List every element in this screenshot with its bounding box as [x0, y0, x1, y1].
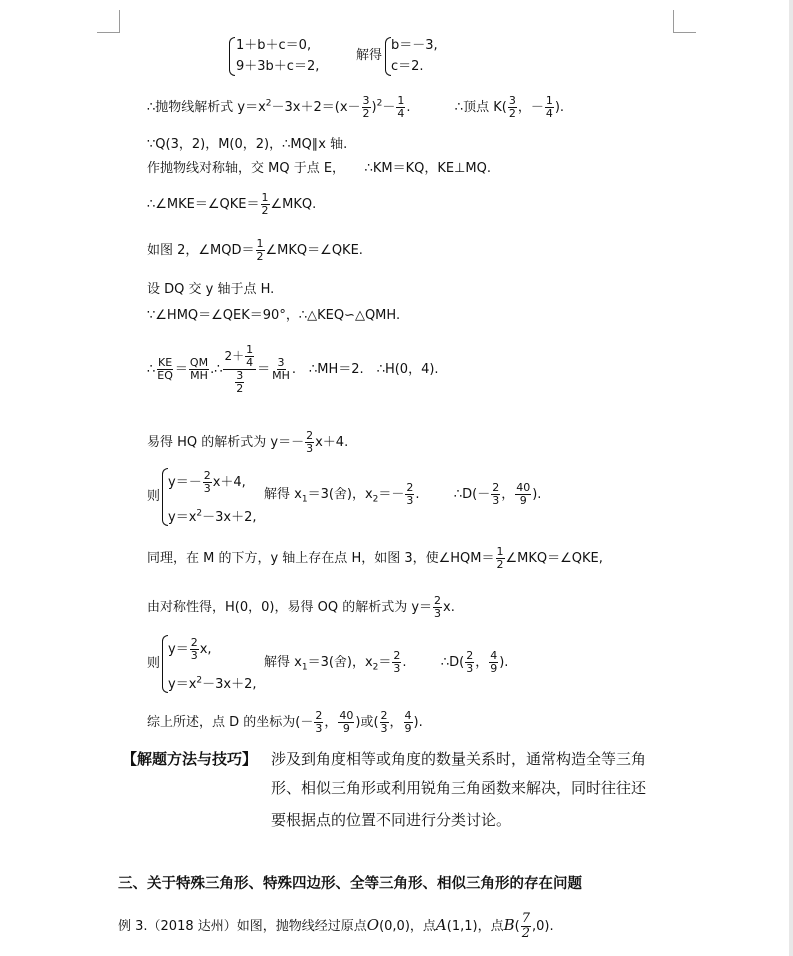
fraction-num: 4 [490, 649, 498, 662]
fraction-den: 2 [256, 250, 264, 263]
solve-label: 解得 [356, 48, 383, 63]
fraction-num: 1 [256, 237, 264, 250]
symmetry-line [147, 595, 455, 620]
text: 解得 x [264, 487, 302, 502]
text: ， [475, 655, 489, 670]
text: ＝ [257, 362, 271, 377]
fraction-num: 2 [380, 709, 388, 722]
ratio-line [147, 344, 439, 395]
fraction-den: 4 [545, 107, 553, 120]
hq-line [147, 430, 348, 455]
fraction-den: 3 [492, 494, 500, 507]
left-brace [229, 37, 235, 76]
then-label: 则 [147, 656, 161, 671]
text: －3x＋2＝(x－ [271, 100, 361, 115]
text: ＝3(舍)，x [307, 487, 373, 502]
fraction-den: 9 [404, 722, 412, 735]
text: y＝x [168, 677, 197, 692]
crop-mark-top-right [673, 10, 696, 33]
text: . ∴MH＝2. ∴H(0，4). [291, 362, 439, 377]
solution: b＝－3, [391, 38, 438, 53]
tips-label: 【解题方法与技巧】 [122, 750, 258, 768]
summary-line [147, 710, 423, 735]
text: x＋4. [315, 435, 349, 450]
text: x＋4, [212, 475, 246, 490]
fraction-num: 1 [545, 94, 553, 107]
tips-text: 涉及到角度相等或角度的数量关系时，通常构造全等三角 [271, 750, 647, 768]
solution-line: 解得 $x_1=3$(舍)，$x_2=$ $\frac{2}{3}$ . ∴D( $\frac{2}{3}$ ， $\frac{4}{9}$ ). [264, 649, 509, 675]
fraction-num: 2 [315, 709, 323, 722]
fraction-den: 3 [380, 722, 388, 735]
text: . [402, 655, 407, 670]
fraction-num: 2 [434, 594, 442, 607]
page-edge-shadow [789, 0, 793, 956]
fraction-den: 3 [393, 662, 401, 675]
text: ,0) [532, 919, 550, 934]
text: (1,1) [446, 919, 478, 934]
equation: 1＋b＋c＝0, [236, 38, 312, 53]
text: ∴ [147, 362, 156, 377]
fraction-num: 2 [190, 636, 198, 649]
text: 如图 2，∠MQD＝ [147, 243, 255, 258]
text: .∴ [210, 362, 223, 377]
text: 解得 x [264, 655, 302, 670]
text: 易得 HQ 的解析式为 y＝－ [147, 435, 305, 450]
then-label: 则 [147, 489, 161, 504]
complex-fraction [223, 344, 256, 395]
fraction-num: 1 [246, 343, 254, 356]
text: ， [501, 487, 515, 502]
text: ＝3(舍)，x [307, 655, 373, 670]
equation: 9＋3b＋c＝2, [236, 59, 320, 74]
fraction-num: QM [189, 356, 209, 369]
text: ). [532, 487, 542, 502]
fraction-den: 2 [261, 204, 269, 217]
text: －3x＋2, [202, 510, 257, 525]
fraction-den: 9 [490, 662, 498, 675]
parabola-line: ∴抛物线解析式 $y=x^2-3x+2=(x-$ $\frac{3}{2}$ )$^2$－ $\frac{1}{4}$ . ∴顶点 K( $\frac{3}{2}$ ，－ $\frac{1}{4}$ ). [147, 94, 565, 120]
text: y＝x [168, 510, 197, 525]
equation: $y=x^2-3x+2$, [168, 675, 257, 692]
equation: $y=x^2-3x+2$, [168, 508, 257, 525]
text: (0,0) [379, 919, 410, 934]
text: ∴D(－ [453, 487, 491, 502]
fraction-num: 2 [393, 649, 401, 662]
fraction-num: 2 [203, 469, 211, 482]
text: y＝ [168, 642, 189, 657]
text: 2＋ [224, 349, 245, 363]
text: x. [443, 600, 455, 615]
text-line: ∵∠HMQ＝∠QEK＝90°，∴△KEQ∽△QMH. [147, 308, 401, 323]
fraction-num: 1 [496, 545, 504, 558]
equation [168, 470, 246, 495]
text-line: ∵Q(3，2)，M(0，2)，∴MQ∥x 轴. [147, 137, 348, 152]
fraction-num: 2 [492, 481, 500, 494]
tips-text: 形、相似三角形或利用锐角三角函数来解决，同时往往还 [271, 779, 647, 797]
fraction-num: KE [158, 356, 173, 369]
text: ∠MKQ＝∠QKE. [265, 243, 363, 258]
text: ∴D( [440, 655, 465, 670]
fraction-den: 3 [203, 482, 211, 495]
text: )或( [355, 715, 379, 730]
text: ). [554, 100, 565, 115]
text: 综上所述，点 D 的坐标为(－ [147, 715, 314, 730]
text: ＝－ [378, 487, 405, 502]
fraction-den: 4 [246, 356, 254, 369]
fraction-den: 9 [519, 494, 527, 507]
point-label: O [366, 916, 380, 934]
crop-mark-top-left [97, 10, 120, 33]
fraction-den: 2 [521, 926, 530, 941]
point-label: B [503, 916, 515, 934]
fraction-den: 2 [236, 382, 244, 395]
fraction-den: 4 [397, 107, 405, 120]
text: 例 3.（2018 达州）如图，抛物线经过原点 [118, 919, 367, 934]
fraction-den: 2 [496, 558, 504, 571]
text: ，点 [409, 919, 436, 934]
fraction-num: 3 [508, 94, 516, 107]
text: 由对称性得，H(0，0)，易得 OQ 的解析式为 y＝ [147, 600, 433, 615]
text: ∠MKQ. [270, 197, 317, 212]
text: . [406, 100, 411, 115]
figure2-line [147, 238, 363, 263]
fraction-num: 1 [397, 94, 405, 107]
text: ∴抛物线解析式 y＝x [147, 100, 266, 115]
fraction-num: 7 [521, 911, 530, 926]
text: ，－ [517, 100, 544, 115]
fraction-num: 1 [261, 191, 269, 204]
text: . [549, 919, 554, 934]
text: y＝－ [168, 475, 202, 490]
fraction-den: 3 [315, 722, 323, 735]
angle-line [147, 192, 316, 217]
solution-line: 解得 $x_1=3$(舍)，$x_2=-$ $\frac{2}{3}$ . ∴D(－ $\frac{2}{3}$ ， $\frac{40}{9}$ ). [264, 481, 542, 507]
text-line: 作抛物线对称轴，交 MQ 于点 E， ∴KM＝KQ，KE⊥MQ. [147, 161, 491, 176]
same-line [147, 546, 603, 571]
fraction-den: 3 [306, 442, 314, 455]
fraction-den: 3 [434, 607, 442, 620]
fraction-num: 40 [516, 481, 531, 494]
fraction-num: 3 [277, 356, 285, 369]
text: 同理，在 M 的下方，y 轴上存在点 H，如图 3，使∠HQM＝ [147, 551, 495, 566]
text: ). [499, 655, 509, 670]
solution: c＝2. [391, 59, 424, 74]
tips-text: 要根据点的位置不同进行分类讨论。 [271, 811, 512, 829]
fraction-den: 9 [342, 722, 350, 735]
text: . [415, 487, 420, 502]
text: ， [324, 715, 338, 730]
text: ，点 [477, 919, 504, 934]
text: x, [199, 642, 212, 657]
fraction-num: 2 [406, 481, 414, 494]
fraction-num: 3 [362, 94, 370, 107]
fraction-num: 3 [236, 369, 244, 382]
fraction-num: 2 [466, 649, 474, 662]
fraction-den: EQ [157, 369, 173, 382]
fraction-num: 4 [404, 709, 412, 722]
text: ). [413, 715, 423, 730]
text: ∠MKQ＝∠QKE, [505, 551, 603, 566]
fraction-den: 3 [190, 649, 198, 662]
text-line: 设 DQ 交 y 轴于点 H. [147, 282, 275, 297]
section-heading: 三、关于特殊三角形、特殊四边形、全等三角形、相似三角形的存在问题 [118, 876, 582, 892]
text: ， [389, 715, 403, 730]
fraction-den: 3 [466, 662, 474, 675]
fraction-den: 2 [362, 107, 370, 120]
fraction-den: MH [190, 369, 208, 382]
text: ＝ [378, 655, 392, 670]
equation [168, 637, 212, 662]
text: ∴∠MKE＝∠QKE＝ [147, 197, 260, 212]
point-label: A [435, 916, 447, 934]
text: ) [371, 100, 377, 115]
fraction-den: 2 [508, 107, 516, 120]
text: ＝ [174, 362, 188, 377]
text: ∴顶点 K( [454, 100, 507, 115]
fraction-den: MH [272, 369, 290, 382]
fraction-den: 3 [406, 494, 414, 507]
text: － [382, 100, 396, 115]
text: －3x＋2, [202, 677, 257, 692]
text: ( [514, 919, 520, 934]
example-line [118, 912, 554, 941]
fraction-num: 2 [306, 429, 314, 442]
fraction-num: 40 [339, 709, 354, 722]
